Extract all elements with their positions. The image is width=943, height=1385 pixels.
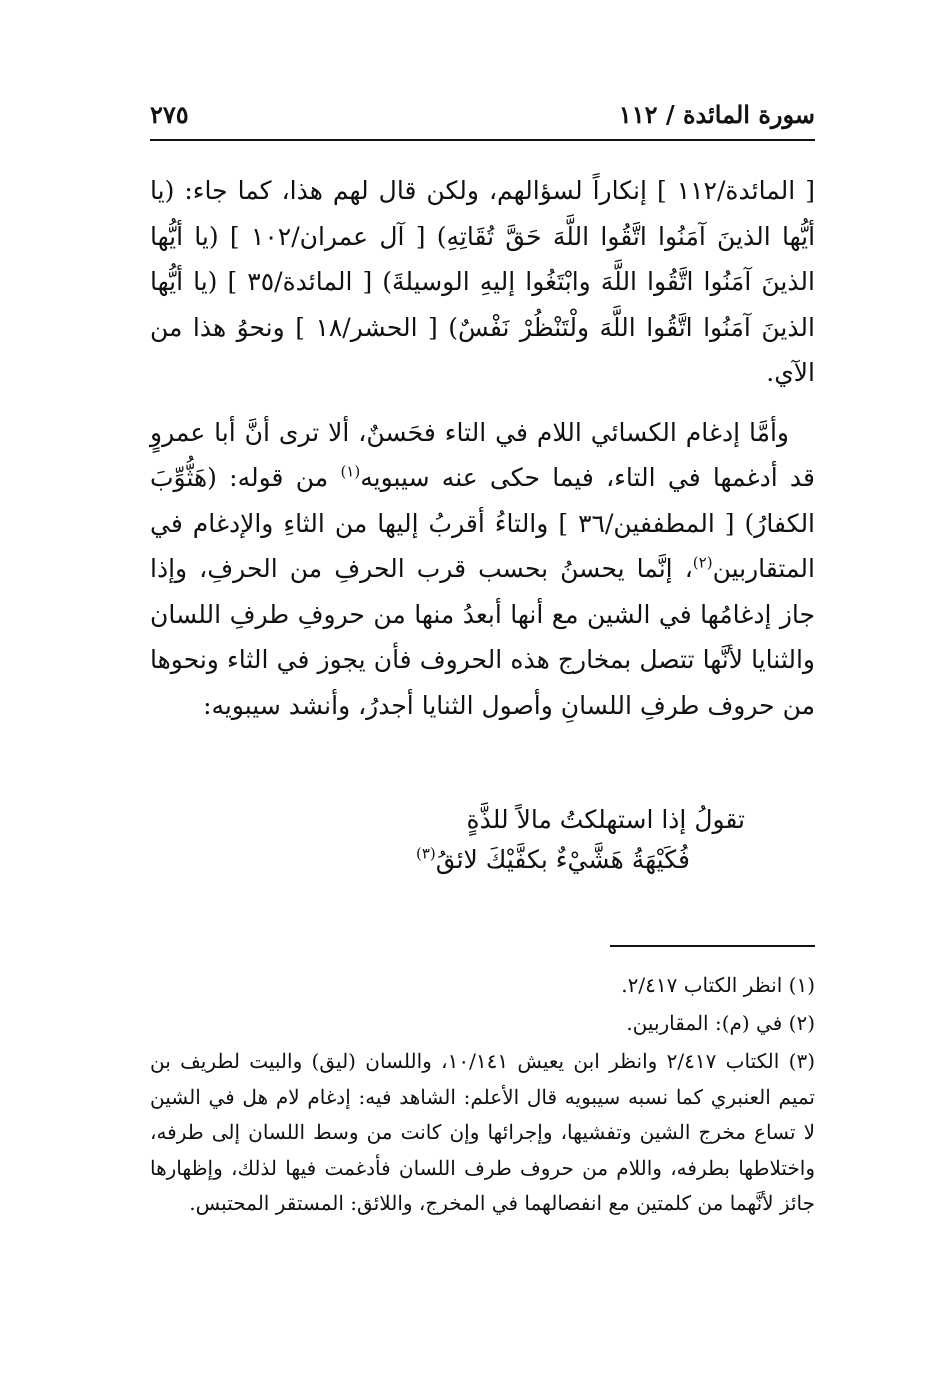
main-text: [150, 168, 815, 728]
verse-line-2-text: فُكَيْهَةُ هَشَّيْءٌ بكفَّيْكَ لائقُ: [435, 845, 690, 874]
poetry-verse: [150, 800, 815, 890]
paragraph-2-part-b: من قوله: (هَثُّوِّبَ الكفارُ) [ المطففين/٣٦ ] والتاءُ أقربُ إليها من الثاءِ والإدغام في المتقاربين: [150, 463, 816, 583]
paragraph-2-part-c: ، إنَّما يحسنُ بحسب قرب الحرفِ من الحرفِ، وإذا جاز إدغامُها في الشين مع أنها أبعدُ منها من حروفِ طرفِ اللسان والثنايا لأنَّها تتصل بمخارج هذه الحروف فأن يجوز في الثاء ونحوها من حروف طرفِ اللسانِ وأصول الثنايا أجدرُ، وأنشد سيبويه:: [150, 554, 815, 720]
header-divider: [150, 139, 815, 141]
verse-line-2: [416, 840, 690, 880]
footnote-2: (٢) في (م): المقاربين.: [626, 1011, 815, 1035]
surah-title: سورة المائدة / ١١٢: [618, 100, 815, 129]
footnote-ref-1: (١): [340, 462, 361, 481]
page-number: ٢٧٥: [150, 100, 189, 129]
footnote-ref-2: (٢): [692, 553, 713, 572]
footnotes: [150, 968, 815, 1226]
footnote-ref-3: (٣): [415, 844, 436, 863]
footnote-divider: [610, 945, 815, 947]
paragraph-2-part-a: وأمَّا إدغام الكسائي اللام في التاء فحَسنٌ، ألا ترى أنَّ أبا عمروٍ قد أدغمها في التاء، فيما حكى عنه سيبويه: [150, 417, 815, 492]
verse-line-1: تقولُ إذا استهلكتُ مالاً للذَّةٍ: [466, 805, 745, 834]
footnote-3: (٣) الكتاب ٢/٤١٧ وانظر ابن يعيش ١٠/١٤١، واللسان (ليق) والبيت لطريف بن تميم العنبري كما نسبه سيبويه قال الأعلم: الشاهد فيه: إدغام لام هل في الشين لا تساع مخرج الشين وتفشيها، وإجرائها وإن كانت من وسط اللسان إلى طرفه، واختلاطها بطرفه، واللام من حروف طرف اللسان فأدغمت فيها لذلك، وإظهارها جائز لأنَّهما من كلمتين مع انفصالهما في المخرج، واللائق: المستقر المحتبس.: [150, 1049, 816, 1215]
running-header: [150, 98, 815, 138]
paragraph-2: [150, 410, 815, 729]
footnote-1: (١) انظر الكتاب ٢/٤١٧.: [621, 973, 815, 997]
paragraph-1: [ المائدة/١١٢ ] إنكاراً لسؤالهم، ولكن قال لهم هذا، كما جاء: (يا أيُّها الذينَ آمَنُوا اتَّقُوا اللَّهَ حَقَّ تُقَاتِهِ) [ آل عمران/١٠٢ ] (يا أيُّها الذينَ آمَنُوا اتَّقُوا اللَّهَ وابْتَغُوا إليهِ الوسيلةَ) [ المائدة/٣٥ ] (يا أيُّها الذينَ آمَنُوا اتَّقُوا اللَّهَ ولْتَنْظُرْ نَفْسٌ) [ الحشر/١٨ ] ونحوُ هذا من الآي.: [150, 176, 816, 387]
